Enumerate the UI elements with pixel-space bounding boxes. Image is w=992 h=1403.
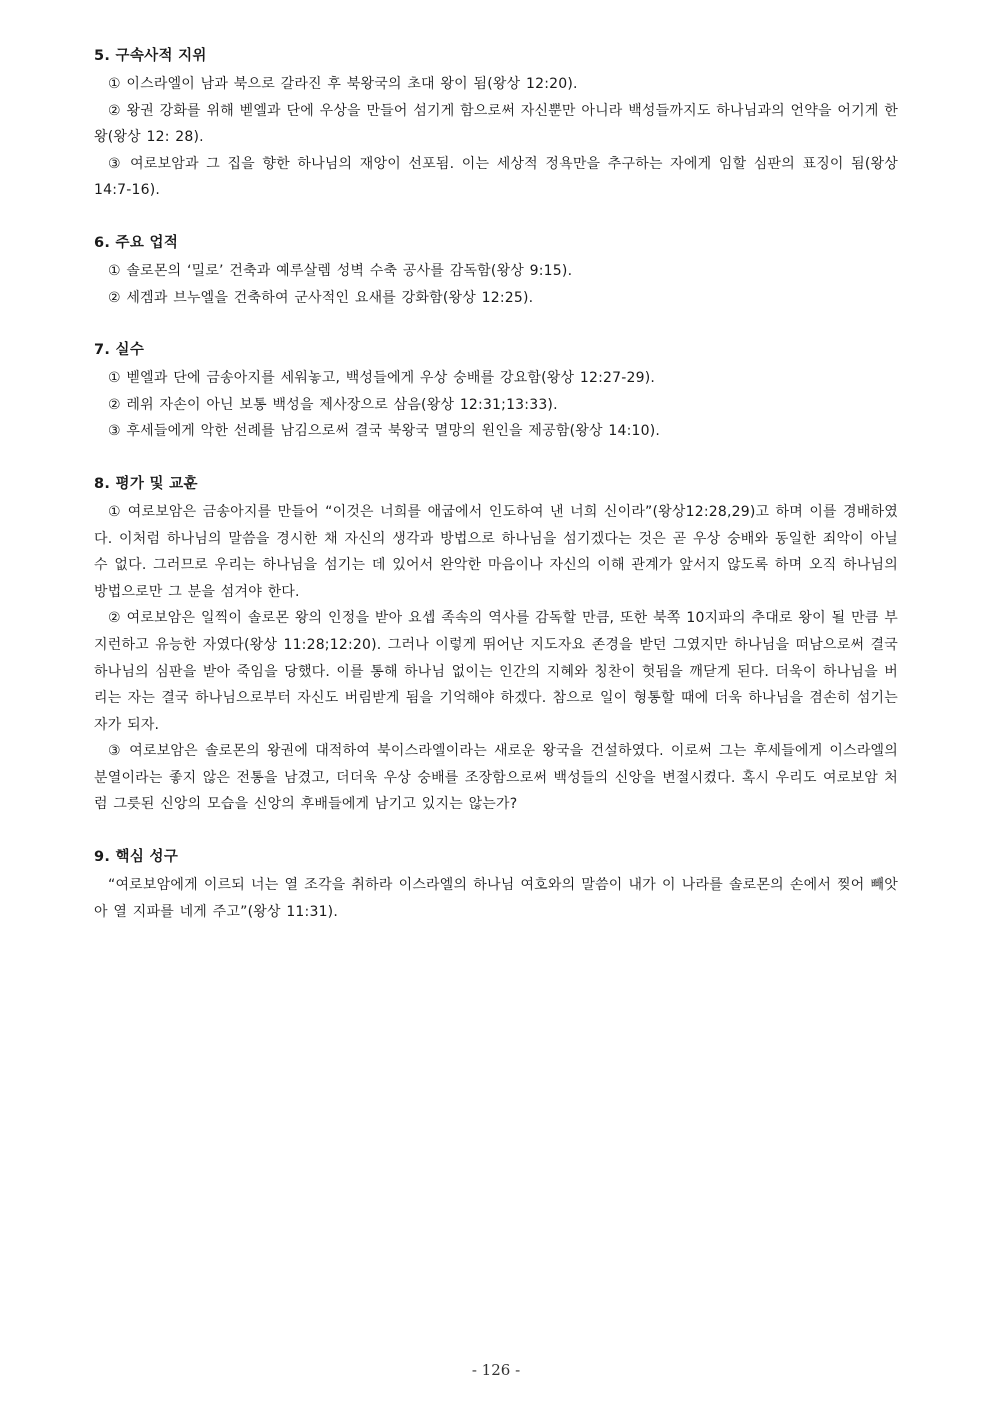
section-evaluation-lessons — [94, 472, 898, 818]
section-major-achievements — [94, 231, 898, 311]
key-verse-paragraph: “여로보암에게 이르되 너는 열 조각을 취하라 이스라엘의 하나님 여호와의 말씀이 내가 이 나라를 솔로몬의 손에서 찢어 빼앗아 열 지파를 네게 주고”(왕상 11:31). — [94, 877, 898, 920]
paragraph: ② 왕권 강화를 위해 벧엘과 단에 우상을 만들어 섬기게 함으로써 자신뿐만 아니라 백성들까지도 하나님과의 언약을 어기게 한 왕(왕상 12: 28). — [94, 102, 898, 146]
section-key-verse — [94, 845, 898, 925]
section-title: 6. 주요 업적 — [94, 234, 179, 251]
paragraph: ① 여로보암은 금송아지를 만들어 “이것은 너희를 애굽에서 인도하여 낸 너희 신이라”(왕상12:28,29)고 하며 이를 경배하였다. 이처럼 하나님의 말씀을 경시한 채 자신의 생각과 방법으로 하나님을 섬기겠다는 것은 곧 우상 숭배와 동일한 죄악이 아닐 수 없다. 그러므로 우리는 하나님을 섬기는 데 있어서 완악한 마음이나 자신의 이해 관계가 앞서지 않도록 하며 오직 하나님의 방법으로만 그 분을 섬겨야 한다. — [94, 503, 898, 600]
paragraph: ③ 여로보암과 그 집을 향한 하나님의 재앙이 선포됨. 이는 세상적 정욕만을 추구하는 자에게 임할 심판의 표징이 됨(왕상 14:7-16). — [94, 155, 898, 199]
paragraph: ① 벧엘과 단에 금송아지를 세워놓고, 백성들에게 우상 숭배를 강요함(왕상 12:27-29). — [108, 370, 656, 387]
section-mistakes — [94, 338, 898, 445]
paragraph: ① 이스라엘이 남과 북으로 갈라진 후 북왕국의 초대 왕이 됨(왕상 12:20). — [108, 76, 578, 92]
paragraph: ③ 후세들에게 악한 선례를 남김으로써 결국 북왕국 멸망의 원인을 제공함(왕상 14:10). — [108, 423, 661, 440]
section-title: 8. 평가 및 교훈 — [94, 475, 198, 492]
section-title: 9. 핵심 성구 — [94, 849, 179, 866]
paragraph: ② 세겜과 브누엘을 건축하여 군사적인 요새를 강화함(왕상 12:25). — [108, 289, 534, 306]
paragraph: ① 솔로몬의 ‘밀로’ 건축과 예루살렘 성벽 수축 공사를 감독함(왕상 9:15). — [108, 262, 573, 279]
document-body — [94, 44, 898, 952]
paragraph: ③ 여로보암은 솔로몬의 왕권에 대적하여 북이스라엘이라는 새로운 왕국을 건설하였다. 이로써 그는 후세들에게 이스라엘의 분열이라는 좋지 않은 전통을 남겼고, 더더욱 우상 숭배를 조장함으로써 백성들의 신앙을 변절시켰다. 혹시 우리도 여로보암 처럼 그릇된 신앙의 모습을 신앙의 후배들에게 남기고 있지는 않는가? — [94, 743, 898, 813]
paragraph: ② 레위 자손이 아닌 보통 백성을 제사장으로 삼음(왕상 12:31;13:33). — [108, 396, 558, 413]
section-title: 7. 실수 — [94, 342, 145, 359]
page-number: - 126 - — [471, 1361, 521, 1379]
paragraph: ② 여로보암은 일찍이 솔로몬 왕의 인정을 받아 요셉 족속의 역사를 감독할 만큼, 또한 북쪽 10지파의 추대로 왕이 될 만큼 부지런하고 유능한 자였다(왕상 11:28;12:20). 그러나 이렇게 뛰어난 지도자요 존경을 받던 그였지만 하나님을 떠남으로써 결국 하나님의 심판을 받아 죽임을 당했다. 이를 통해 하나님 없이는 인간의 지혜와 칭찬이 헛됨을 깨닫게 된다. 더욱이 하나님을 버리는 자는 결국 하나님으로부터 자신도 버림받게 됨을 기억해야 하겠다. 참으로 일이 형통할 때에 더욱 하나님을 겸손히 섬기는 자가 되자. — [94, 610, 898, 733]
section-title: 5. 구속사적 지위 — [94, 48, 207, 64]
section-redemptive-status — [94, 44, 898, 204]
